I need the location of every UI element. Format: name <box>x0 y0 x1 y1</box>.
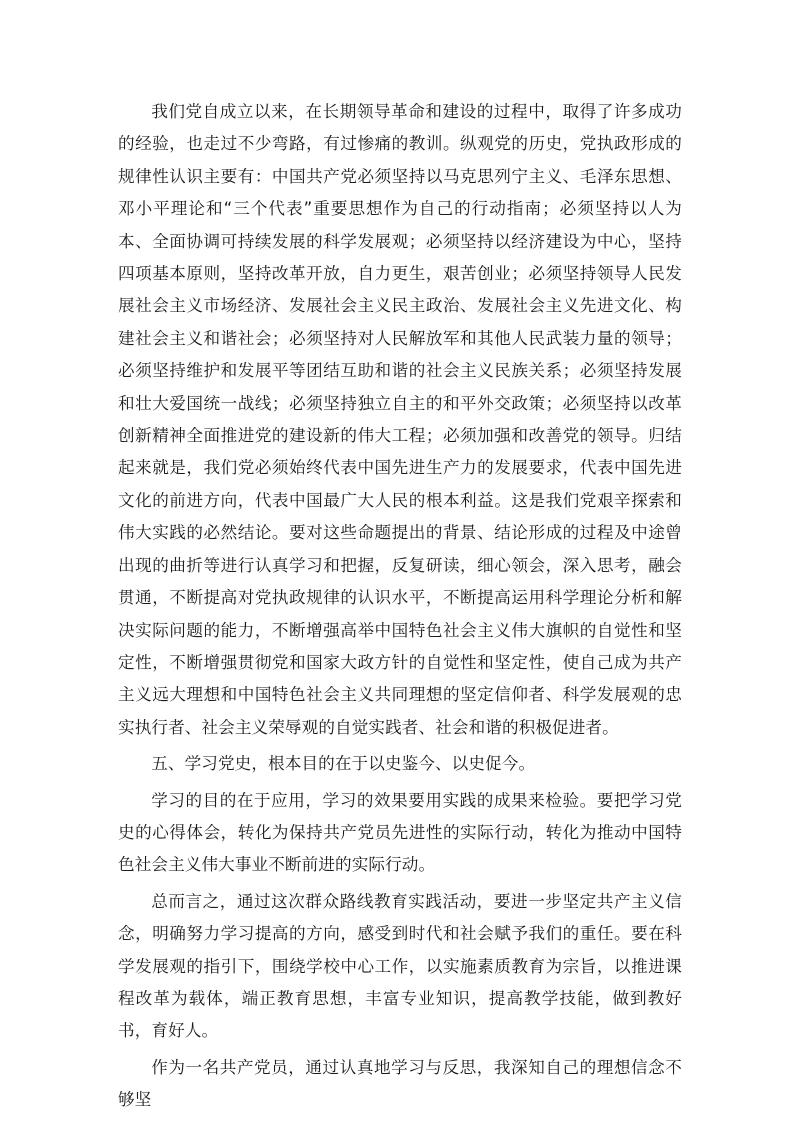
paragraph-summary: 总而言之，通过这次群众路线教育实践活动，要进一步坚定共产主义信念，明确努力学习提高的方向，感受到时代和社会赋予我们的重任。要在科学发展观的指引下，围绕学校中心工作，以实施素质教育为宗旨，以推进课程改革为载体，端正教育思想，丰富专业知识，提高教学技能，做到教好书，育好人。 <box>118 891 682 1041</box>
section-heading-five: 五、学习党史，根本目的在于以史鉴今、以史促今。 <box>151 754 536 774</box>
document-body <box>118 96 682 1117</box>
paragraph-party-history-lessons: 我们党自成立以来，在长期领导革命和建设的过程中，取得了许多成功的经验，也走过不少弯路，有过惨痛的教训。纵观党的历史，党执政形成的规律性认识主要有：中国共产党必须坚持以马克思列宁主义、毛泽东思想、邓小平理论和“三个代表”重要思想作为自己的行动指南；必须坚持以人为本、全面协调可持续发展的科学发展观；必须坚持以经济建设为中心，坚持四项基本原则，坚持改革开放，自力更生，艰苦创业；必须坚持领导人民发展社会主义市场经济、发展社会主义民主政治、发展社会主义先进文化、构建社会主义和谐社会；必须坚持对人民解放军和其他人民武装力量的领导；必须坚持维护和发展平等团结互助和谐的社会主义民族关系；必须坚持发展和壮大爱国统一战线；必须坚持独立自主的和平外交政策；必须坚持以改革创新精神全面推进党的建设新的伟大工程；必须加强和改善党的领导。归结起来就是，我们党必须始终代表中国先进生产力的发展要求，代表中国先进文化的前进方向，代表中国最广大人民的根本利益。这是我们党艰辛探索和伟大实践的必然结论。要对这些命题提出的背景、结论形成的过程及中途曾出现的曲折等进行认真学习和把握，反复研读，细心领会，深入思考，融会贯通，不断提高对党执政规律的认识水平，不断提高运用科学理论分析和解决实际问题的能力，不断增强高举中国特色社会主义伟大旗帜的自觉性和坚定性，不断增强贯彻党和国家大政方针的自觉性和坚定性，使自己成为共产主义远大理想和中国特色社会主义共同理想的坚定信仰者、科学发展观的忠实执行者、社会主义荣辱观的自觉实践者、社会和谐的积极促进者。 <box>118 102 682 737</box>
paragraph-self-reflection: 作为一名共产党员，通过认真地学习与反思，我深知自己的理想信念不够坚 <box>118 1057 682 1110</box>
paragraph-learning-application: 学习的目的在于应用，学习的效果要用实践的成果来检验。要把学习党史的心得体会，转化为保持共产党员先进性的实际行动，转化为推动中国特色社会主义伟大事业不断前进的实际行动。 <box>118 790 682 875</box>
